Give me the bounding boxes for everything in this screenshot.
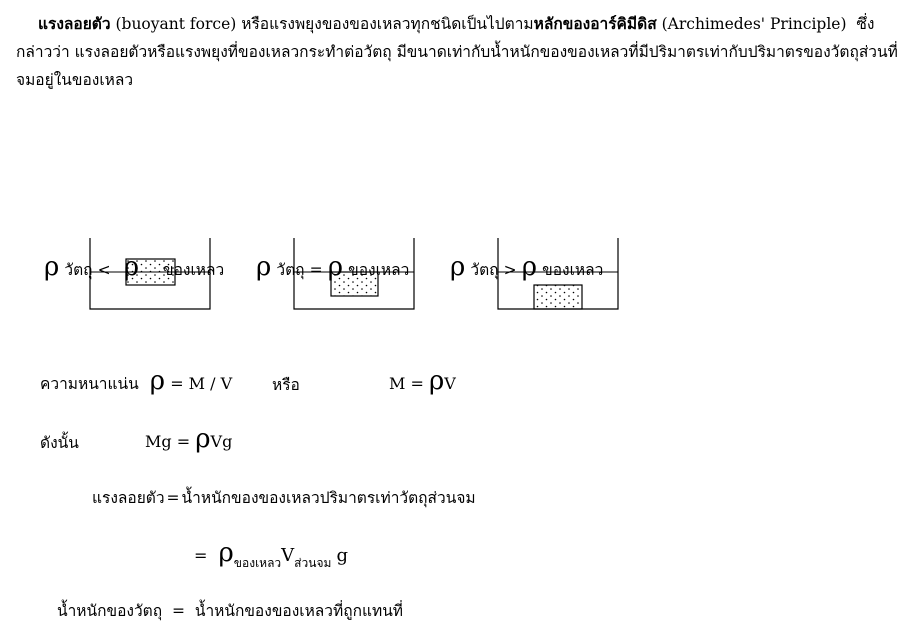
mass-equation [389,368,456,394]
relation-sign: < [97,261,111,279]
object-label: วัตถุ [470,261,499,279]
object-label: วัตถุ [276,261,305,279]
liquid-label: ของเหลว [542,261,604,279]
rho-symbol: ρ [195,424,211,454]
relation-sign: > [503,261,517,279]
equals-sign: = [171,602,185,620]
object-label: วัตถุ [64,261,93,279]
rho-symbol: ρ [521,252,538,282]
volume-symbol: V [281,545,295,566]
equals-sign: = [166,489,180,507]
diagram-label-2 [256,254,409,282]
rho-symbol: ρ [149,366,166,396]
mass-lhs: M = [389,374,424,393]
buoyant-label: แรงลอยตัว [92,489,165,507]
liquid-label: ของเหลว [348,261,410,279]
rho-symbol: ρ [327,252,344,282]
object-sinking [534,285,582,309]
rho-symbol: ρ [450,252,466,282]
density-equation: = M / V [170,374,233,393]
principle-term: หลักของอาร์คิมีดิส [533,14,657,33]
equals-sign: = [194,546,208,565]
weight-rhs: Vg [210,432,233,451]
therefore-label: ดังนั้น [40,434,79,452]
buoyant-term: แรงลอยตัว [38,14,111,33]
weight-equality [57,598,403,623]
density-label: ความหนาแน่น [40,375,139,393]
relation-sign: = [309,261,323,279]
intro-text-2: ซึ่งกล่าวว่า แรงลอยตัวหรือแรงพยุงที่ของเหลวกระทำต่อวัตถุ มีขนาดเท่ากับน้ำหนักของของเหลวที่มีปริมาตรเท่ากับปริมาตรของวัตถุส่วนที่จมอยู่ในของเหลว [16,15,898,89]
rho-symbol: ρ [428,366,445,396]
displaced-weight: น้ำหนักของของเหลวที่ถูกแทนที่ [194,602,404,620]
rho-symbol: ρ [256,252,272,282]
density-line [40,368,232,396]
diagram-label-1 [44,254,224,282]
rho-symbol: ρ [218,538,234,568]
principle-term-en: (Archimedes' Principle) [661,15,847,33]
buoyant-term-en: (buoyant force) [115,15,237,33]
rho-subscript: ของเหลว [233,556,282,570]
buoyant-formula [194,538,349,570]
rho-symbol: ρ [44,252,60,282]
liquid-label: ของเหลว [163,261,225,279]
intro-text-1: หรือแรงพยุงของของเหลวทุกชนิดเป็นไปตาม [241,15,534,33]
weight-lhs: Mg = [145,432,191,451]
object-weight: น้ำหนักของวัตถุ [57,602,163,620]
volume-symbol: V [444,374,456,393]
weight-equation [145,426,232,452]
rho-symbol: ρ [123,252,140,282]
gravity-symbol: g [336,545,349,566]
or-label: หรือ [272,376,300,394]
volume-subscript: ส่วนจม [294,556,332,570]
buoyant-text: น้ำหนักของของเหลวปริมาตรเท่าวัตถุส่วนจม [181,489,476,507]
buoyant-definition [92,485,476,510]
diagram-label-3 [450,254,603,282]
